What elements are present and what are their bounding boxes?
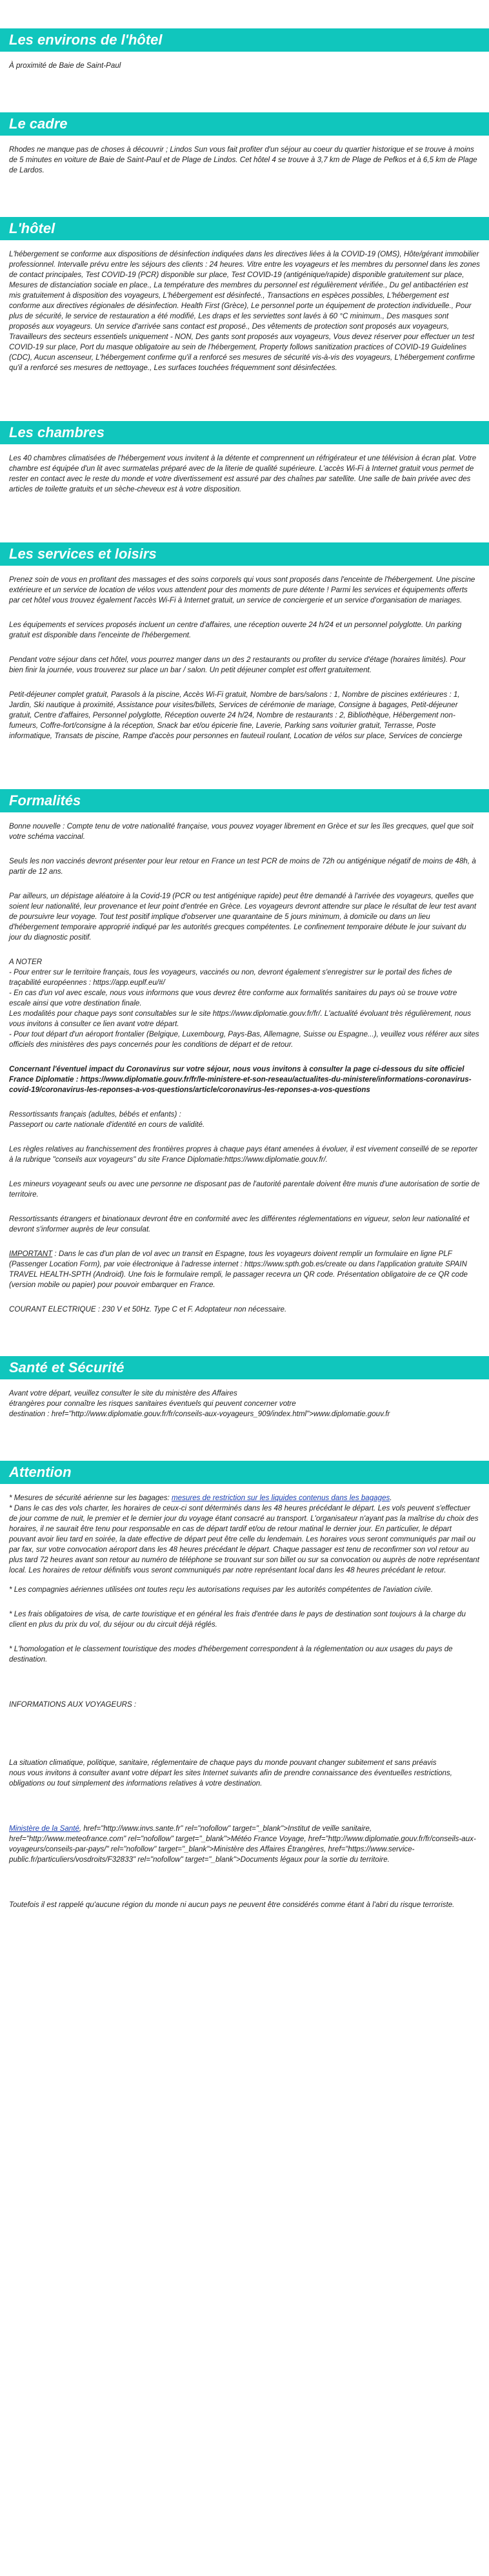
section-text: Bonne nouvelle : Compte tenu de votre nationalité française, vous pouvez voyager librement en Grèce et sur les îles grecques, quel que soit votre schéma vaccinal.: [9, 822, 474, 841]
section-text: Seuls les non vaccinés devront présenter pour leur retour en France un test PCR de moins de 72h ou antigénique négatif de moins de 48h, à partir de 12 ans.: [9, 857, 476, 876]
section-text: Avant votre départ, veuillez consulter le site du ministère des Affaires étrangères pour connaître les risques sanitaires éventuels qui peuvent concerner votre destination : href="http://www.diplomatie.gouv.fr/fr/conseils-aux-voyageurs_909/index.html">www.diplomatie.gouv.fr: [9, 1389, 390, 1418]
section-text: * Dans le cas des vols charter, les horaires de ceux-ci sont déterminés dans les 48 heures précédant le départ. Les vols peuvent s'effectuer de jour comme de nuit, le premier et le dernier jour du voyage étant consacré au transport. L'organisateur n'ayant pas la maîtrise du choix des horaires, il ne saurait être tenu pour responsable en cas de départ tardif et/ou de retour matinal le dernier jour. En particulier, le départ pouvant avoir lieu tard en soirée, la date effective de départ peut être celle du lendemain. Les horaires vous seront communiqués par mail ou par fax, sur votre convocation aéroport dans les 48 heures précédant le départ. Chaque passager est tenu de reconfirmer son vol retour au plus tard 72 heures avant son retour au numéro de téléphone se trouvant sur son billet ou sur sa convocation ou auprès de notre représentant local. Les horaires de retour définitifs vous seront communiqués par notre représentant local dans les 48 heures précédant le retour.: [9, 1504, 479, 1574]
section-text: * Les compagnies aériennes utilisées ont toutes reçu les autorisations requises par les autorités compétentes de l'aviation civile.: [9, 1585, 433, 1594]
section-title: Attention: [0, 1461, 489, 1484]
spacer: [0, 1674, 489, 1700]
important-text: : Dans le cas d'un plan de vol avec un transit en Espagne, tous les voyageurs doivent remplir un formulaire en ligne PLF (Passenger Location Form), par voie électronique à l'adresse internet : https://www.spth.gob.es/create ou dans l'application gratuite SPAIN TRAVEL HEALTH-SPTH (Android). Une fois le formulaire rempli, le passager recevra un QR code. Présentation obligatoire de ce QR code (version mobile ou papier) pour pouvoir embarquer en France.: [9, 1250, 468, 1289]
section-chambres: [0, 421, 489, 495]
section-text: * L'homologation et le classement touristique des modes d'hébergement correspondent à la réglementation ou aux usages du pays de destination.: [9, 1645, 453, 1664]
section-attention: [0, 1461, 489, 1910]
section-text: COURANT ELECTRIQUE : 230 V et 50Hz. Type C et F. Adoptateur non nécessaire.: [9, 1305, 287, 1314]
section-title: Santé et Sécurité: [0, 1356, 489, 1379]
section-text: Les règles relatives au franchissement des frontières propres à chaque pays étant amenées à évoluer, il est vivement conseillé de se reporter à la rubrique "conseils aux voyageurs" du site France Diplomatie:https://www.diplomatie.gouv.fr/.: [9, 1145, 478, 1164]
section-environs: [0, 28, 489, 71]
baggage-rule-prefix: * Mesures de sécurité aérienne sur les bagages:: [9, 1494, 172, 1502]
section-title: Formalités: [0, 789, 489, 812]
section-text: Les équipements et services proposés incluent un centre d'affaires, une réception ouverte 24 h/24 et un personnel polyglotte. Un parking gratuit est disponible dans l'enceinte de l'hébergement.: [9, 621, 462, 639]
baggage-rule: [0, 1493, 489, 1503]
section-title: Les services et loisirs: [0, 542, 489, 566]
section-hotel: [0, 217, 489, 373]
section-text: Les 40 chambres climatisées de l'hébergement vous invitent à la détente et comprennent un réfrigérateur et une télévision à écran plat. Votre chambre est équipée d'un lit avec surmatelas préparé avec de la literie de qualité supérieure. L'accès Wi-Fi à Internet gratuit vous permet de rester en contact avec le reste du monde et votre divertissement est assuré par des chaînes par satellite. Une salle de bain privée avec des articles de toilette gratuits et un sèche-cheveux est à votre disposition.: [9, 454, 477, 493]
section-text: Toutefois il est rappelé qu'aucune région du monde ni aucun pays ne peuvent être considérés comme étant à l'abri du risque terroriste.: [9, 1901, 455, 1909]
section-text: * Les frais obligatoires de visa, de carte touristique et en général les frais d'entrée dans le pays de destination sont toujours à la charge du client en plus du prix du vol, du séjour ou du circuit déjà réglés.: [9, 1610, 466, 1629]
section-text: A NOTER - Pour entrer sur le territoire français, tous les voyageurs, vaccinés ou non, devront également s'enregistrer sur le portail des fiches de traçabilité européennes : https://app.euplf.eu/#/ - En cas d'un vol avec escale, nous vous informons que vous devrez être conforme aux formalités sanitaires du pays où se trouve votre escale ainsi que votre destination finale. Les modalités pour chaque pays sont consultables sur le site https://www.diplomatie.gouv.fr/fr/. L'actualité évoluant très régulièrement, nous vous invitons à consulter ce lien avant votre départ. - Pour tout départ d'un aéroport frontalier (Belgique, Luxembourg, Pays-Bas, Allemagne, Suisse ou Espagne...), veuillez vous référer aux sites officiels des ministères des pays concernés pour les conditions de départ et de retour.: [9, 958, 479, 1049]
spacer: [0, 1874, 489, 1900]
section-text: Concernant l'éventuel impact du Coronavirus sur votre séjour, nous vous invitons à consulter la page ci-dessous du site officiel France Diplomatie : https://www.diplomatie.gouv.fr/fr/le-ministere-et-son-reseau/actualites-du-ministere/informations-coronavirus-covid-19/coronavirus-les-reponses-a-vos-questions/article/coronavirus-les-reponses-a-vos-questions: [9, 1065, 472, 1094]
section-title: Les environs de l'hôtel: [0, 28, 489, 52]
section-text: Rhodes ne manque pas de choses à découvrir ; Lindos Sun vous fait profiter d'un séjour au coeur du quartier historique et se trouve à moins de 5 minutes en voiture de Baie de Saint-Paul et de Plage de Lindos. Cet hôtel 4 se trouve à 3,7 km de Plage de Pefkos et à 6,5 km de Plage de Lardos.: [9, 145, 477, 174]
spacer: [0, 1719, 489, 1758]
baggage-rule-suffix: .: [390, 1494, 392, 1502]
links-list: [0, 1824, 489, 1865]
section-text: INFORMATIONS AUX VOYAGEURS :: [9, 1700, 137, 1709]
section-cadre: [0, 112, 489, 176]
section-text: Prenez soin de vous en profitant des massages et des soins corporels qui vous sont proposés dans l'enceinte de l'hébergement. Une piscine extérieure et un service de location de vélos vous attendent pour des moments de pure détente ! Parmi les services et équipements offerts par cet hôtel vous trouvez également l'accès Wi-Fi à Internet gratuit, un service de conciergerie et un service d'organisation de mariages.: [9, 575, 475, 604]
important-note: [0, 1249, 489, 1290]
section-text: Petit-déjeuner complet gratuit, Parasols à la piscine, Accès Wi-Fi gratuit, Nombre de bars/salons : 1, Nombre de piscines extérieures : 1, Jardin, Ski nautique à proximité, Assistance pour visites/billets, Services de cérémonie de mariage, Consigne à bagages, Petit-déjeuner gratuit, Centre d'affaires, Personnel polyglotte, Réception ouverte 24 h/24, Nombre de restaurants : 2, Bibliothèque, Hébergement non-fumeurs, Coffre-fort/consigne à la réception, Snack bar et/ou épicerie fine, Laverie, Parking sans voiturier gratuit, Terrasse, Poste informatique, Transats de piscine, Rampe d'accès pour personnes en fauteuil roulant, Location de vélos sur place, Services de concierge: [9, 690, 463, 740]
section-text: Par ailleurs, un dépistage aléatoire à la Covid-19 (PCR ou test antigénique rapide) peut être demandé à l'arrivée des voyageurs, quelles que soient leur nationalité, leur provenance et leur point d'entrée en Grèce. Les voyageurs devront attendre sur place le résultat de leur test avant de poursuivre leur voyage. Tout test positif implique d'observer une quarantaine de 5 jours minimum, à domicile ou dans un lieu d'hébergement temporaire approprié indiqué par les autorités grecques compétentes. Le confinement temporaire débute le jour suivant du jour du diagnostic positif.: [9, 892, 477, 942]
section-text: Ressortissants étrangers et binationaux devront être en conformité avec les différentes réglementations en vigueur, selon leur nationalité et devront s'informer auprès de leur consulat.: [9, 1215, 470, 1233]
section-text: Ressortissants français (adultes, bébés et enfants) : Passeport ou carte nationale d'identité en cours de validité.: [9, 1110, 205, 1129]
ministere-sante-link[interactable]: Ministère de la Santé: [9, 1824, 79, 1833]
section-sante: [0, 1356, 489, 1419]
section-text: La situation climatique, politique, sanitaire, réglementaire de chaque pays du monde pouvant changer subitement et sans préavis nous vous invitons à consulter avant votre départ les sites Internet suivants afin de prendre connaissance des éventuelles restrictions, obligations ou tout simplement des informations relatives à votre destination.: [9, 1758, 452, 1788]
section-text: Pendant votre séjour dans cet hôtel, vous pourrez manger dans un des 2 restaurants ou profiter du service d'étage (horaires limités). Pour bien finir la journée, vous trouverez sur place un bar / salon. Un petit déjeuner complet est offert gratuitement.: [9, 655, 466, 674]
important-label: IMPORTANT: [9, 1250, 53, 1258]
section-text: Les mineurs voyageant seuls ou avec une personne ne disposant pas de l'autorité parentale doivent être munis d'une autorisation de sortie de territoire.: [9, 1180, 480, 1199]
section-title: L'hôtel: [0, 217, 489, 240]
section-services: [0, 542, 489, 741]
section-text: L'hébergement se conforme aux dispositions de désinfection indiquées dans les directives liées à la COVID-19 (OMS), Hôte/gérant immobilier professionnel. Intervalle prévu entre les séjours des clients : 24 heures. Vitre entre les voyageurs et les membres du personnel dans les zones de contact principales, Test COVID-19 (PCR) disponible sur place, Test COVID-19 (antigénique/rapide) disponible gratuitement sur place, Mesures de distanciation sociale en place., La température des membres du personnel est régulièrement vérifiée., Du gel antibactérien est mis gratuitement à disposition des voyageurs, L'hébergement est désinfecté., Transactions en espèces possibles, L'hébergement est conforme aux directives régionales de désinfection. Health First (Grèce), Le personnel porte un équipement de protection individuelle., Pour plus de sécurité, le service de restauration a été modifié, Les draps et les serviettes sont lavés à 60 °C minimum., Des masques sont proposés aux voyageurs. Un service d'arrivée sans contact est proposé., Des vêtements de protection sont proposés aux voyageurs, Travailleurs des secteurs essentiels uniquement - NON, Des gants sont proposés aux voyageurs, Vous devez réserver pour effectuer un test COVID-19 sur place, Port du masque obligatoire au sein de l'hébergement, Property follows sanitization practices of COVID-19 Guidelines (CDC), Aucun ascenseur, L'hébergement confirme qu'il a renforcé ses mesures de sécurité vis-à-vis des voyageurs, L'hébergement confirme qu'il a renforcé ses mesures de nettoyage., Les surfaces touchées fréquemment sont désinfectées.: [9, 250, 480, 372]
spacer: [0, 1798, 489, 1824]
liquids-restriction-link[interactable]: mesures de restriction sur les liquides contenus dans les bagages: [171, 1494, 390, 1502]
section-title: Les chambres: [0, 421, 489, 444]
section-text: À proximité de Baie de Saint-Paul: [9, 61, 121, 70]
section-formalites: [0, 789, 489, 1315]
section-title: Le cadre: [0, 112, 489, 136]
links-text: , href="http://www.invs.sante.fr" rel="nofollow" target="_blank">Institut de veille sanitaire, href="http://www.meteofrance.com" rel="nofollow" target="_blank">Météo France Voyage, href="http://www.diplomatie.gouv.fr/fr/conseils-aux-voyageurs/conseils-par-pays/" rel="nofollow" target="_blank">Ministère des Affaires Étrangères, href="https://www.service-public.fr/particuliers/vosdroits/F32833" rel="nofollow" target="_blank">Documents légaux pour la sortie du territoire.: [9, 1824, 476, 1864]
hotel-description-page: [0, 28, 489, 1910]
